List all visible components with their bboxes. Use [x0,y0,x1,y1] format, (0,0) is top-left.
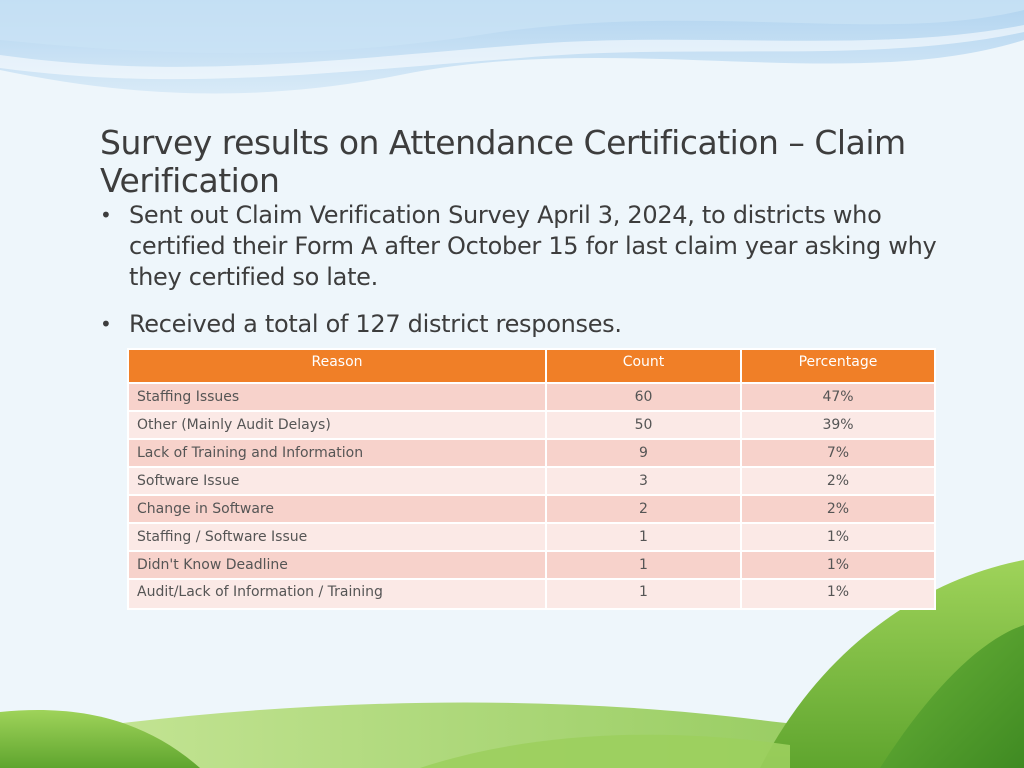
cell-reason: Staffing / Software Issue [128,523,546,551]
cell-percentage: 47% [741,383,935,411]
cell-reason: Change in Software [128,495,546,523]
cell-reason: Didn't Know Deadline [128,551,546,579]
column-header-percentage: Percentage [741,349,935,383]
cell-percentage: 2% [741,495,935,523]
table-row [128,523,935,551]
cell-count: 1 [546,579,741,609]
cell-reason: Audit/Lack of Information / Training [128,579,546,609]
cell-percentage: 7% [741,439,935,467]
table-row [128,495,935,523]
cell-reason: Staffing Issues [128,383,546,411]
bullet-marker: • [100,312,112,336]
cell-percentage: 2% [741,467,935,495]
table-row [128,467,935,495]
bullet-item [100,309,940,340]
cell-count: 1 [546,523,741,551]
cell-count: 2 [546,495,741,523]
column-header-reason: Reason [128,349,546,383]
cell-count: 60 [546,383,741,411]
cell-percentage: 1% [741,551,935,579]
cell-reason: Lack of Training and Information [128,439,546,467]
cell-percentage: 39% [741,411,935,439]
bullet-list [100,200,940,340]
bullet-text: Received a total of 127 district responses. [129,310,622,338]
cell-percentage: 1% [741,579,935,609]
slide-title: Survey results on Attendance Certification – Claim Verification [100,123,906,200]
column-header-count: Count [546,349,741,383]
bullet-text: Sent out Claim Verification Survey April 3, 2024, to districts who certified their Form A after October 15 for last claim year asking why they certified so late. [129,201,937,291]
survey-results-table [127,348,936,610]
table-row [128,551,935,579]
cell-count: 3 [546,467,741,495]
bullet-item [100,200,940,293]
table-row [128,439,935,467]
cell-count: 50 [546,411,741,439]
table-row [128,579,935,609]
bullet-marker: • [100,203,112,227]
cell-percentage: 1% [741,523,935,551]
table-row [128,383,935,411]
table-row [128,411,935,439]
table-header-row [128,349,935,383]
cell-count: 9 [546,439,741,467]
cell-count: 1 [546,551,741,579]
cell-reason: Other (Mainly Audit Delays) [128,411,546,439]
cell-reason: Software Issue [128,467,546,495]
